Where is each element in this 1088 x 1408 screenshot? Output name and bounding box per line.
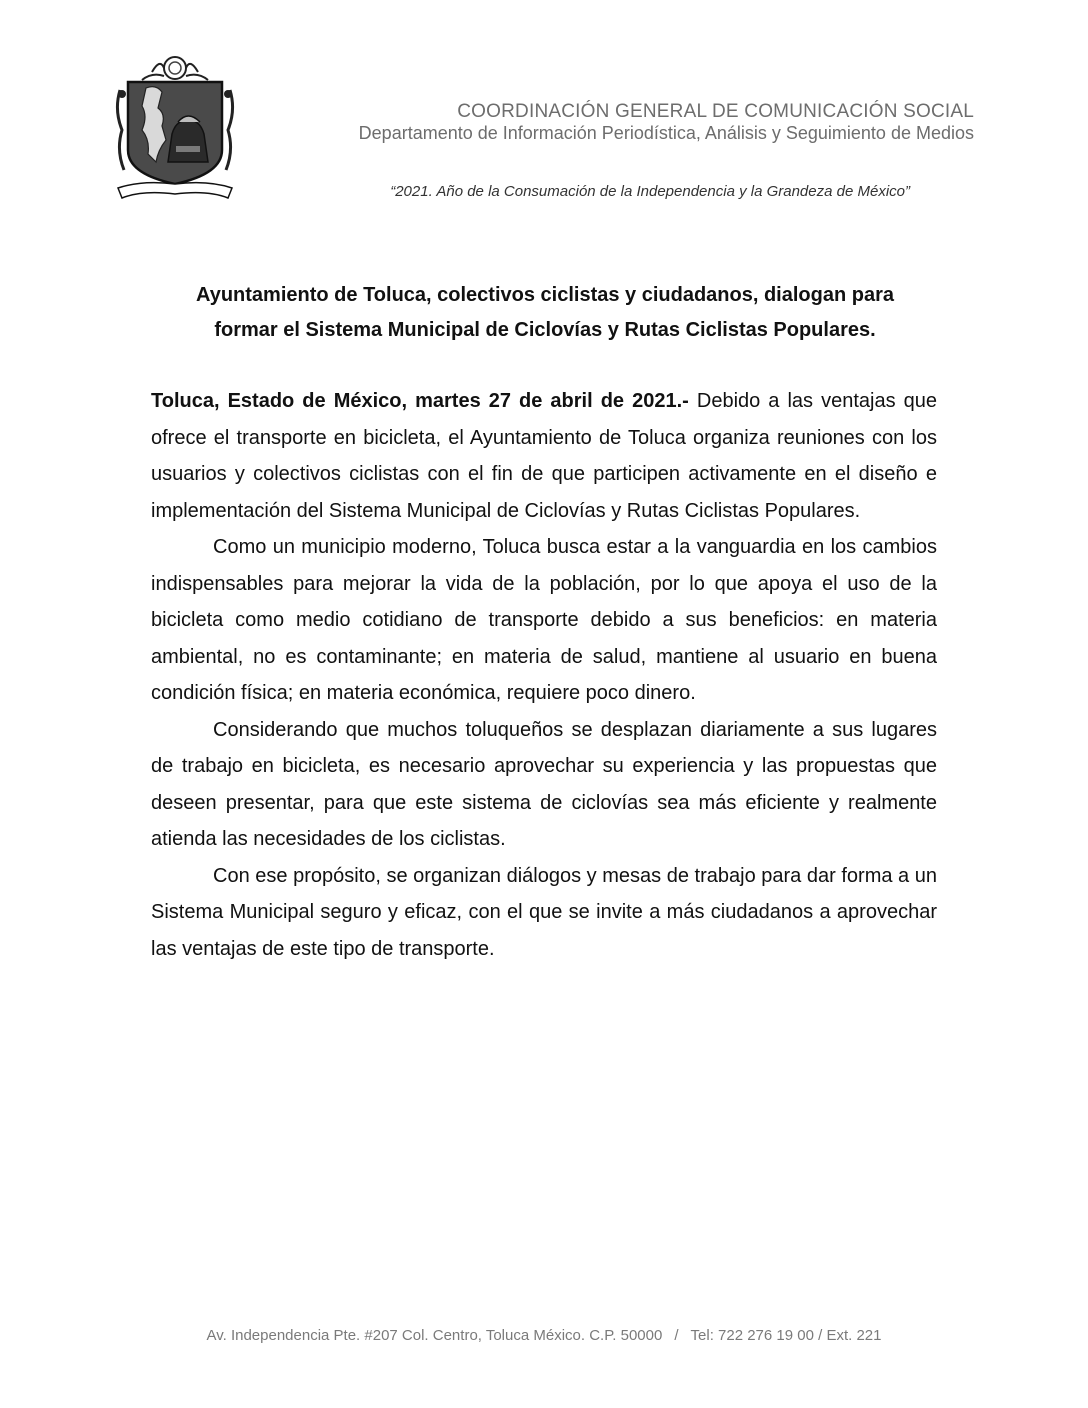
footer-separator: / (674, 1327, 679, 1344)
footer-address: Av. Independencia Pte. #207 Col. Centro, Toluca México. C.P. 50000 (206, 1327, 663, 1344)
body-paragraph-1 (151, 383, 937, 529)
dateline: Toluca, Estado de México, martes 27 de abril de 2021.- (151, 390, 689, 412)
organization-title: COORDINACIÓN GENERAL DE COMUNICACIÓN SOCIAL (457, 101, 974, 122)
paragraph-1-text: Debido a las ventajas que ofrece el transporte en bicicleta, el Ayuntamiento de Toluca organiza reuniones con los usuarios y colectivos ciclistas con el fin de que participen activamente en el diseño e implementación del Sistema Municipal de Ciclovías y Rutas Ciclistas Populares. (151, 390, 937, 522)
press-release-body (151, 383, 937, 967)
toluca-coat-of-arms-icon (112, 50, 238, 200)
year-motto: “2021. Año de la Consumación de la Independencia y la Grandeza de México” (390, 183, 910, 200)
footer-phone: Tel: 722 276 19 00 / Ext. 221 (690, 1327, 882, 1344)
headline-line-1: Ayuntamiento de Toluca, colectivos ciclistas y ciudadanos, dialogan para (196, 284, 894, 306)
body-paragraph-3: Considerando que muchos toluqueños se desplazan diariamente a sus lugares de trabajo en bicicleta, es necesario aprovechar su experiencia y las propuestas que deseen presentar, para que este sistema de ciclovías sea más eficiente y realmente atienda las necesidades de los ciclistas. (151, 718, 937, 850)
body-paragraph-2: Como un municipio moderno, Toluca busca estar a la vanguardia en los cambios indispensables para mejorar la vida de la población, por lo que apoya el uso de la bicicleta como medio cotidiano de transporte debido a sus beneficios: en materia ambiental, no es contaminante; en materia de salud, mantiene al usuario en buena condición física; en materia económica, requiere poco dinero. (151, 536, 937, 704)
press-release-headline (150, 278, 940, 348)
body-paragraph-4: Con ese propósito, se organizan diálogos y mesas de trabajo para dar forma a un Sistema Municipal seguro y eficaz, con el que se invite a más ciudadanos a aprovechar las ventajas de este tipo de transporte. (151, 864, 937, 960)
footer-contact (0, 1327, 1088, 1344)
headline-line-2: formar el Sistema Municipal de Ciclovías y Rutas Ciclistas Populares. (214, 319, 876, 341)
department-subtitle: Departamento de Información Periodística, Análisis y Seguimiento de Medios (358, 123, 974, 143)
